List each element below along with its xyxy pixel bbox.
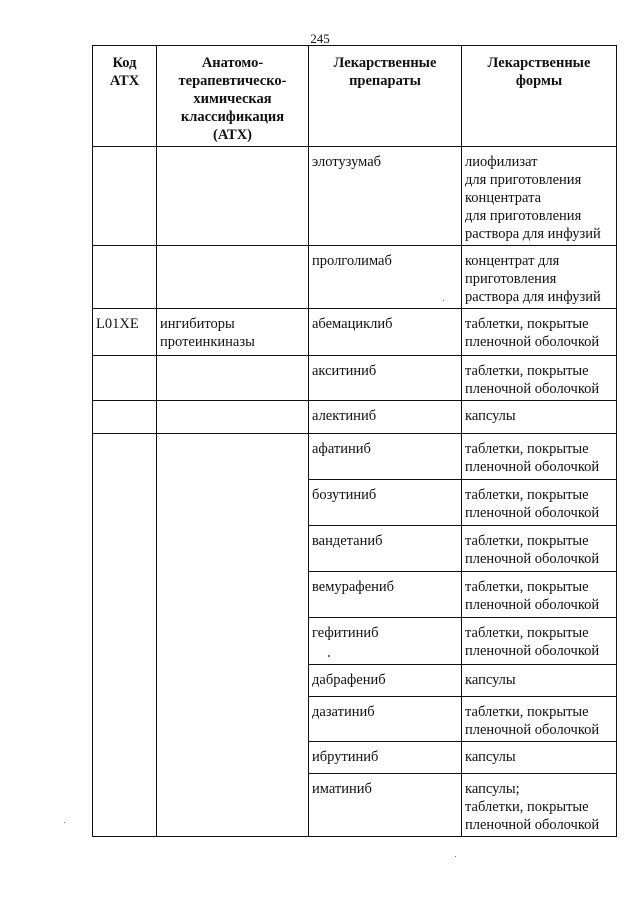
cell-form: таблетки, покрытые пленочной оболочкой <box>462 309 617 356</box>
cell-class: ингибиторы протеинкиназы <box>157 309 309 356</box>
cell-code <box>93 246 157 309</box>
cell-code <box>93 434 157 480</box>
header-drugs: Лекарственные препараты <box>309 46 462 147</box>
table-row <box>93 526 617 572</box>
header-forms: Лекарственные формы <box>462 46 617 147</box>
cell-form: таблетки, покрытые пленочной оболочкой <box>462 356 617 401</box>
cell-drug: пролголимаб <box>309 246 462 309</box>
cell-class <box>157 742 309 774</box>
cell-form: таблетки, покрытые пленочной оболочкой <box>462 618 617 665</box>
cell-form: таблетки, покрытые пленочной оболочкой <box>462 480 617 526</box>
cell-form: таблетки, покрытые пленочной оболочкой <box>462 697 617 742</box>
cell-drug: вандетаниб <box>309 526 462 572</box>
cell-class <box>157 526 309 572</box>
cell-code <box>93 572 157 618</box>
cell-class <box>157 572 309 618</box>
cell-code <box>93 665 157 697</box>
cell-class <box>157 401 309 434</box>
cell-code <box>93 147 157 246</box>
table-row <box>93 742 617 774</box>
table-row <box>93 697 617 742</box>
table-row <box>93 147 617 246</box>
cell-drug: элотузумаб <box>309 147 462 246</box>
table-row <box>93 774 617 837</box>
cell-form: капсулы <box>462 665 617 697</box>
scan-speck <box>64 822 65 823</box>
cell-form: капсулы; таблетки, покрытые пленочной оболочкой <box>462 774 617 837</box>
cell-code <box>93 480 157 526</box>
cell-drug: афатиниб <box>309 434 462 480</box>
cell-drug: дабрафениб <box>309 665 462 697</box>
cell-class <box>157 147 309 246</box>
cell-class <box>157 356 309 401</box>
cell-code <box>93 618 157 665</box>
scan-speck <box>328 655 330 657</box>
cell-code <box>93 526 157 572</box>
cell-code <box>93 401 157 434</box>
cell-form: таблетки, покрытые пленочной оболочкой <box>462 434 617 480</box>
cell-class <box>157 246 309 309</box>
cell-code <box>93 697 157 742</box>
cell-code <box>93 356 157 401</box>
table-row <box>93 434 617 480</box>
cell-form: капсулы <box>462 401 617 434</box>
cell-code <box>93 774 157 837</box>
scan-speck <box>443 300 444 301</box>
atx-table <box>92 45 617 837</box>
table-row <box>93 480 617 526</box>
cell-class <box>157 434 309 480</box>
cell-class <box>157 697 309 742</box>
cell-class <box>157 480 309 526</box>
cell-form: таблетки, покрытые пленочной оболочкой <box>462 572 617 618</box>
table-row <box>93 356 617 401</box>
cell-drug: дазатиниб <box>309 697 462 742</box>
table-row <box>93 665 617 697</box>
table-row <box>93 309 617 356</box>
cell-drug: алектиниб <box>309 401 462 434</box>
cell-drug: бозутиниб <box>309 480 462 526</box>
cell-drug: гефитиниб <box>309 618 462 665</box>
header-code: Код АТХ <box>93 46 157 147</box>
cell-form: капсулы <box>462 742 617 774</box>
scan-speck <box>455 856 456 857</box>
table-row <box>93 246 617 309</box>
header-classification: Анатомо- терапевтическо- химическая классификация (АТХ) <box>157 46 309 147</box>
cell-drug: акситиниб <box>309 356 462 401</box>
cell-drug: вемурафениб <box>309 572 462 618</box>
cell-form: лиофилизат для приготовления концентрата для приготовления раствора для инфузий <box>462 147 617 246</box>
cell-drug: иматиниб <box>309 774 462 837</box>
cell-drug: абемациклиб <box>309 309 462 356</box>
cell-class <box>157 618 309 665</box>
cell-form: таблетки, покрытые пленочной оболочкой <box>462 526 617 572</box>
cell-code: L01XE <box>93 309 157 356</box>
cell-class <box>157 665 309 697</box>
cell-class <box>157 774 309 837</box>
page-number: 245 <box>310 31 330 46</box>
cell-code <box>93 742 157 774</box>
table-header <box>93 46 617 147</box>
table-row <box>93 618 617 665</box>
cell-form: концентрат для приготовления раствора для инфузий <box>462 246 617 309</box>
table-row <box>93 401 617 434</box>
cell-drug: ибрутиниб <box>309 742 462 774</box>
table-row <box>93 572 617 618</box>
